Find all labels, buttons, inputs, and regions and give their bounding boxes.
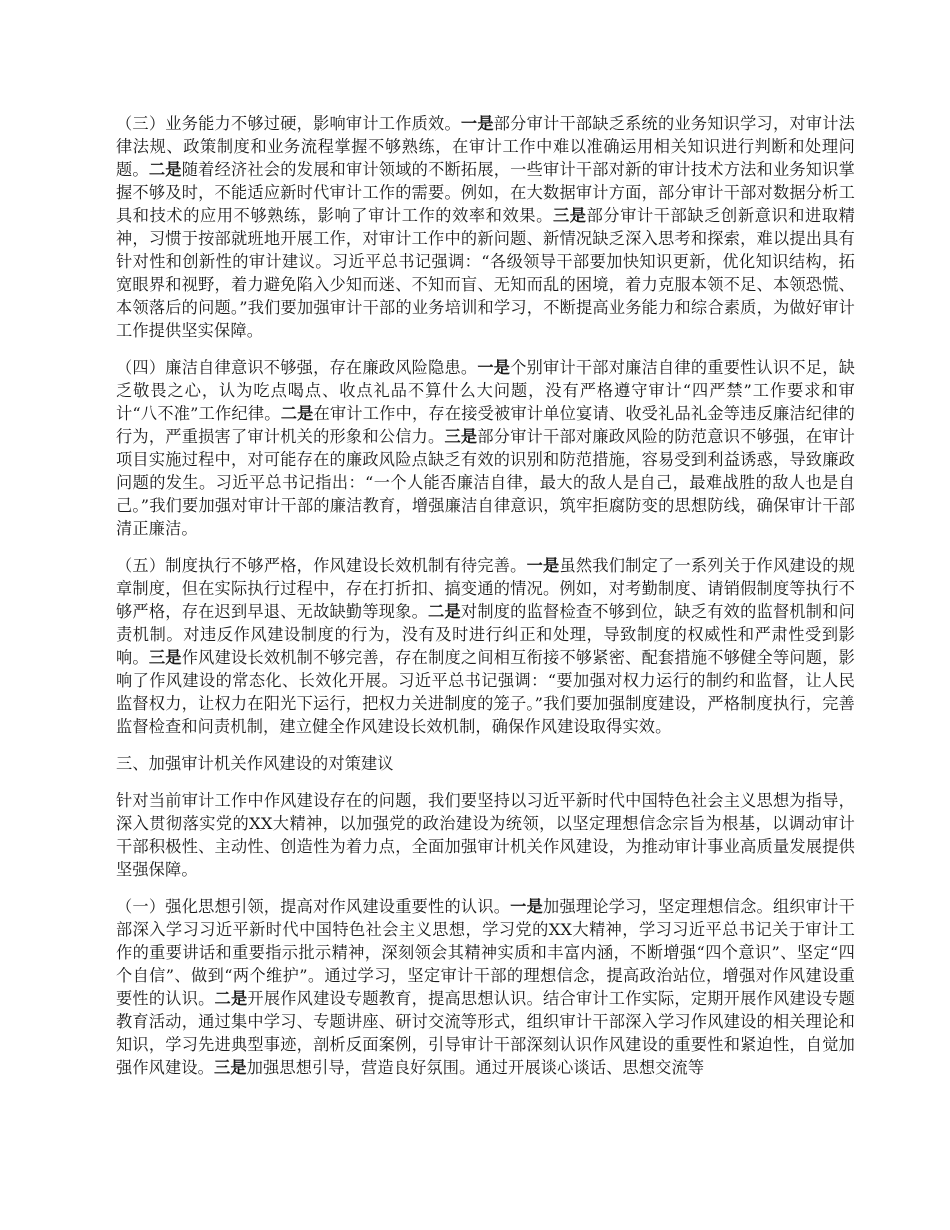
paragraph [116, 789, 855, 881]
bold-marker: 三是 [214, 1058, 247, 1077]
text-run: 部分审计干部缺乏创新意识和进取精神，习惯于按部就班地开展工作，对审计工作中的新问题、新情况缺乏深入思考和探索，难以提出具有针对性和创新性的审计建议。习近平总书记强调：“各级领导干部要加快知识更新，优化知识结构，拓宽眼界和视野，着力避免陷入少知而迷、不知而盲、无知而乱的困境，着力克服本领不足、本领恐慌、本领落后的问题。”我们要加强审计干部的业务培训和学习，不断提高业务能力和综合素质，为做好审计工作提供坚实保障。 [116, 206, 855, 340]
text-run: 开展作风建设专题教育，提高思想认识。结合审计工作实际，定期开展作风建设专题教育活动，通过集中学习、专题讲座、研讨交流等形式，组织审计干部深入学习作风建设的相关理论和知识，学习先进典型事迹，剖析反面案例，引导审计干部深刻认识作风建设的重要性和紧迫性，自觉加强作风建设。 [116, 989, 855, 1077]
bold-marker: 一是 [526, 556, 560, 575]
text-run: （三）业务能力不够过硬，影响审计工作质效。 [116, 114, 461, 133]
bold-marker: 一是 [510, 897, 544, 916]
document-body [116, 112, 855, 1079]
text-run: （一）强化思想引领，提高对作风建设重要性的认识。 [116, 897, 511, 916]
text-run: 加强思想引导，营造良好氛围。通过开展谈心谈话、思想交流等 [246, 1058, 705, 1077]
bold-marker: 二是 [280, 404, 314, 423]
section-heading [116, 752, 855, 775]
bold-marker: 三是 [552, 206, 587, 225]
bold-marker: 三是 [148, 648, 182, 667]
bold-marker: 二是 [148, 160, 182, 179]
text-run: 作风建设长效机制不够完善，存在制度之间相互衔接不够紧密、配套措施不够健全等问题，影响了作风建设的常态化、长效化开展。习近平总书记强调：“要加强对权力运行的制约和监督，让人民监督权力，让权力在阳光下运行，把权力关进制度的笼子。”我们要加强制度建设，严格制度执行，完善监督检查和问责机制，建立健全作风建设长效机制，确保作风建设取得实效。 [116, 648, 855, 736]
bold-marker: 一是 [477, 358, 511, 377]
text-run: 加强理论学习，坚定理想信念。组织审计干部深入学习习近平新时代中国特色社会主义思想，学习党的XX大精神，学习习近平总书记关于审计工作的重要讲话和重要指示批示精神，深刻领会其精神实质和丰富内涵，不断增强“四个意识”、坚定“四个自信”、做到“两个维护”。通过学习，坚定审计干部的理想信念，提高政治站位，增强对作风建设重要性的认识。 [116, 897, 855, 1008]
text-run: 部分审计干部缺乏系统的业务知识学习，对审计法律法规、政策制度和业务流程掌握不够熟练，在审计工作中难以准确运用相关知识进行判断和处理问题。 [116, 114, 855, 179]
text-run: 个别审计干部对廉洁自律的重要性认识不足，缺乏敬畏之心，认为吃点喝点、收点礼品不算什么大问题，没有严格遵守审计“四严禁”工作要求和审计“八不准”工作纪律。 [116, 358, 855, 423]
paragraph [116, 112, 855, 342]
text-run: 部分审计干部对廉政风险的防范意识不够强，在审计项目实施过程中，对可能存在的廉政风险点缺乏有效的识别和防范措施，容易受到利益诱惑，导致廉政问题的发生。习近平总书记指出：“一个人能否廉洁自律，最大的敌人是自己，最难战胜的敌人也是自己。”我们要加强对审计干部的廉洁教育，增强廉洁自律意识，筑牢拒腐防变的思想防线，确保审计干部清正廉洁。 [116, 427, 856, 538]
text-run: （五）制度执行不够严格，作风建设长效机制有待完善。 [116, 556, 527, 575]
text-run: 随着经济社会的发展和审计领域的不断拓展，一些审计干部对新的审计技术方法和业务知识掌握不够及时，不能适应新时代审计工作的需要。例如，在大数据审计方面，部分审计干部对数据分析工具和技术的应用不够熟练，影响了审计工作的效率和效果。 [116, 160, 855, 225]
text-run: 在审计工作中，存在接受被审计单位宴请、收受礼品礼金等违反廉洁纪律的行为，严重损害了审计机关的形象和公信力。 [116, 404, 855, 446]
paragraph [116, 356, 855, 540]
paragraph [116, 895, 855, 1079]
bold-marker: 二是 [214, 989, 248, 1008]
text-run: 对制度的监督检查不够到位，缺乏有效的监督机制和问责机制。对违反作风建设制度的行为，没有及时进行纠正和处理，导致制度的权威性和严肃性受到影响。 [116, 602, 855, 667]
text-run: 针对当前审计工作中作风建设存在的问题，我们要坚持以习近平新时代中国特色社会主义思想为指导，深入贯彻落实党的XX大精神，以加强党的政治建设为统领，以坚定理想信念宗旨为根基，以调动审计干部积极性、主动性、创造性为着力点，全面加强审计机关作风建设，为推动审计事业高质量发展提供坚强保障。 [116, 791, 855, 879]
text-run: （四）廉洁自律意识不够强，存在廉政风险隐患。 [116, 358, 478, 377]
bold-marker: 二是 [428, 602, 461, 621]
bold-marker: 三是 [444, 427, 478, 446]
bold-marker: 一是 [460, 114, 494, 133]
paragraph [116, 554, 855, 738]
text-run: 三、加强审计机关作风建设的对策建议 [116, 754, 394, 773]
text-run: 虽然我们制定了一系列关于作风建设的规章制度，但在实际执行过程中，存在打折扣、搞变通的情况。例如，对考勤制度、请销假制度等执行不够严格，存在迟到早退、无故缺勤等现象。 [116, 556, 855, 621]
